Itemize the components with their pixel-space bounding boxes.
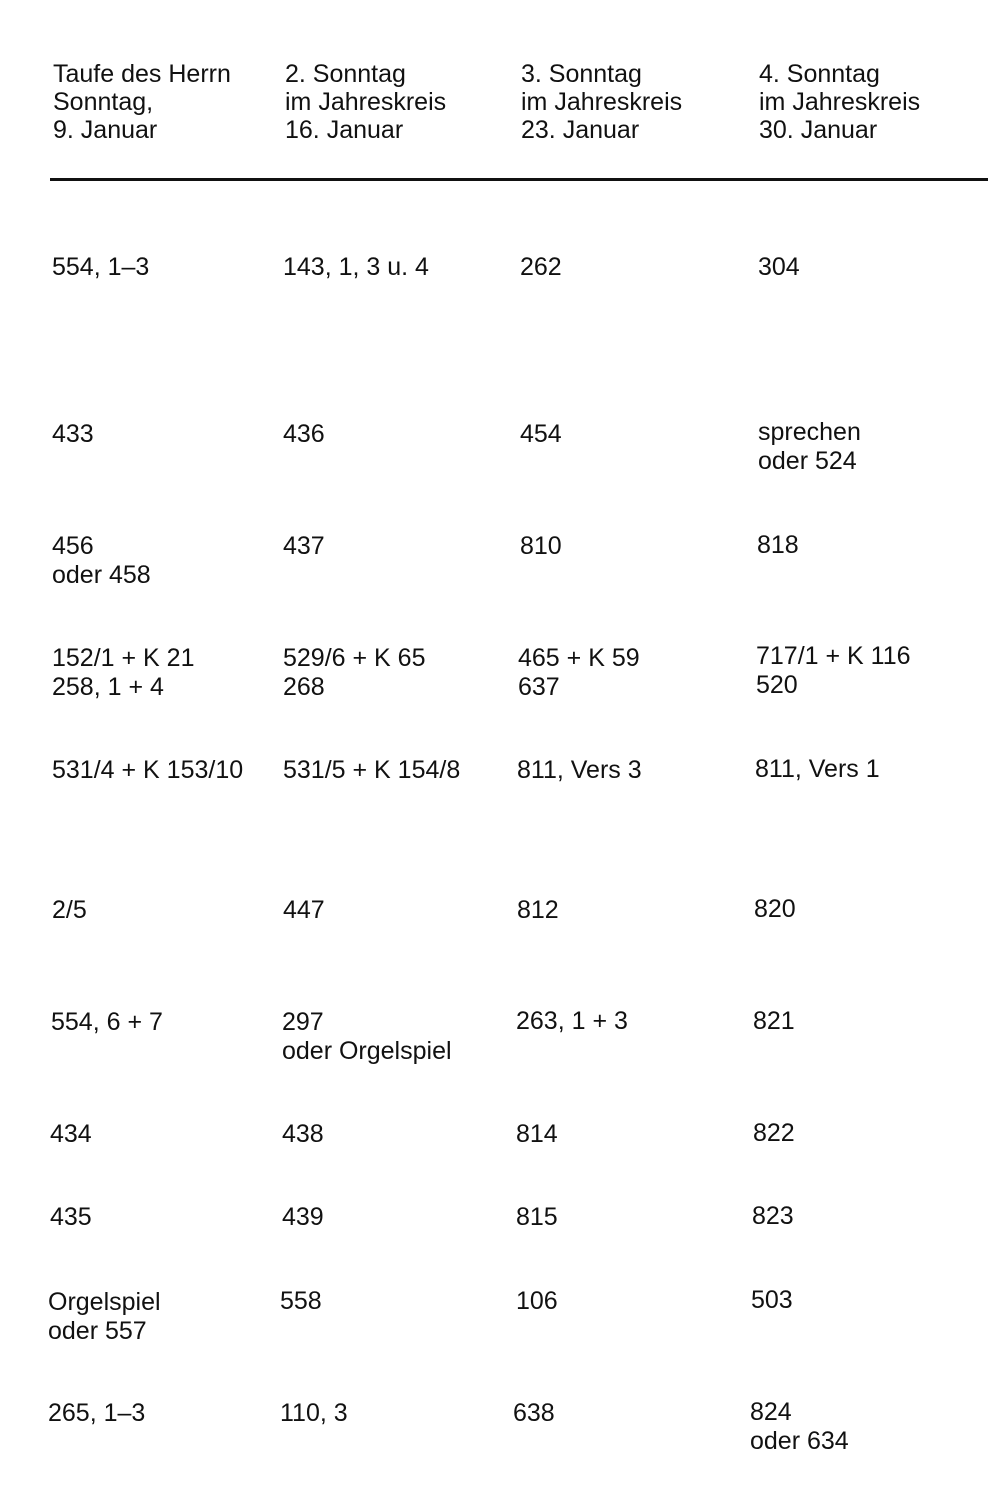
table-cell: 437 [283, 532, 325, 560]
table-cell: 812 [517, 896, 559, 924]
table-cell: 815 [516, 1203, 558, 1231]
table-cell: 265, 1–3 [48, 1399, 146, 1427]
table-cell: 439 [282, 1203, 324, 1231]
column-header-3-sonntag: 3. Sonntag im Jahreskreis 23. Januar [521, 60, 683, 144]
table-cell: 824 oder 634 [750, 1398, 849, 1455]
table-cell: 554, 6 + 7 [51, 1008, 163, 1036]
table-cell: 717/1 + K 116 520 [756, 642, 911, 699]
table-cell: 811, Vers 1 [755, 755, 880, 783]
table-cell: 434 [50, 1120, 92, 1148]
table-cell: 447 [283, 896, 325, 924]
table-cell: Orgelspiel oder 557 [48, 1288, 161, 1345]
column-header-4-sonntag: 4. Sonntag im Jahreskreis 30. Januar [759, 60, 921, 144]
table-cell: 638 [513, 1399, 555, 1427]
table-cell: 456 oder 458 [52, 532, 151, 589]
table-cell: 262 [520, 253, 562, 281]
table-cell: 823 [752, 1202, 794, 1230]
table-cell: 110, 3 [280, 1399, 348, 1427]
table-cell: 814 [516, 1120, 558, 1148]
table-cell: 531/5 + K 154/8 [283, 756, 461, 784]
table-cell: 152/1 + K 21 258, 1 + 4 [52, 644, 195, 701]
table-cell: 436 [283, 420, 325, 448]
table-cell: 554, 1–3 [52, 253, 150, 281]
table-cell: 438 [282, 1120, 324, 1148]
table-cell: 822 [753, 1119, 795, 1147]
table-cell: 454 [520, 420, 562, 448]
table-cell: 297 oder Orgelspiel [282, 1008, 452, 1065]
table-cell: 304 [758, 253, 800, 281]
table-cell: 820 [754, 895, 796, 923]
column-header-2-sonntag: 2. Sonntag im Jahreskreis 16. Januar [285, 60, 447, 144]
column-header-taufe-des-herrn: Taufe des Herrn Sonntag, 9. Januar [53, 60, 231, 144]
table-cell: 529/6 + K 65 268 [283, 644, 426, 701]
table-cell: 810 [520, 532, 562, 560]
table-cell: sprechen oder 524 [758, 418, 861, 475]
table-cell: 531/4 + K 153/10 [52, 756, 244, 784]
table-cell: 558 [280, 1287, 322, 1315]
table-cell: 465 + K 59 637 [518, 644, 640, 701]
header-divider-rule [50, 178, 988, 181]
table-cell: 821 [753, 1007, 795, 1035]
table-cell: 433 [52, 420, 94, 448]
table-cell: 263, 1 + 3 [516, 1007, 628, 1035]
table-cell: 811, Vers 3 [517, 756, 642, 784]
table-cell: 106 [516, 1287, 558, 1315]
table-cell: 818 [757, 531, 799, 559]
table-cell: 435 [50, 1203, 92, 1231]
table-cell: 503 [751, 1286, 793, 1314]
table-cell: 143, 1, 3 u. 4 [283, 253, 429, 281]
table-cell: 2/5 [52, 896, 87, 924]
